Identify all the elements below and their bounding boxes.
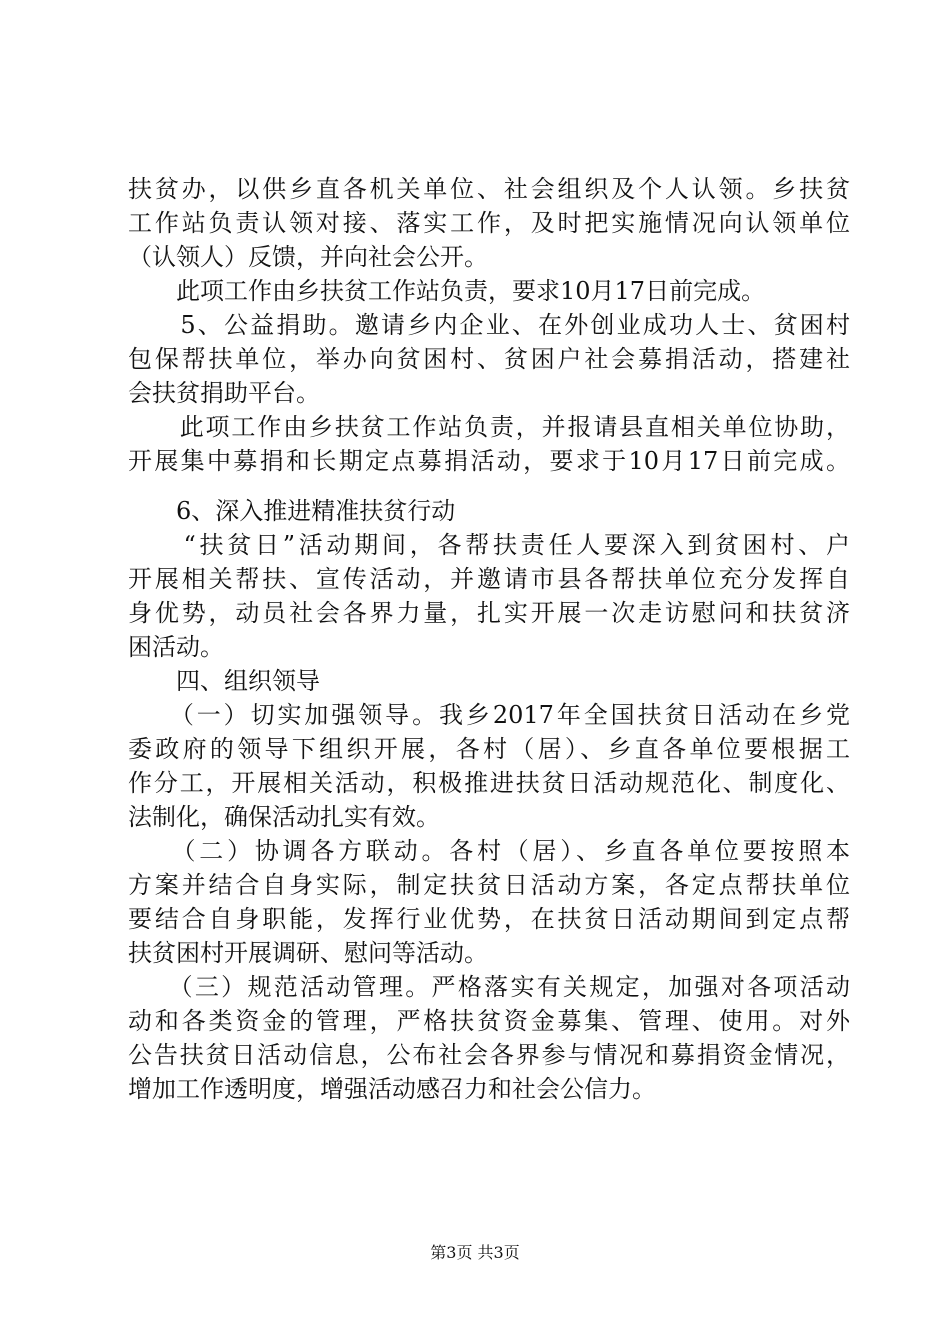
text-line: 身优势，动员社会各界力量，扎实开展一次走访慰问和扶贫济 bbox=[128, 599, 850, 627]
text-line: 动和各类资金的管理，严格扶贫资金募集、管理、使用。对外 bbox=[128, 1007, 850, 1035]
text-line: 此项工作由乡扶贫工作站负责，并报请县直相关单位协助， bbox=[128, 413, 850, 441]
text-line: 困活动。 bbox=[128, 633, 224, 661]
text-line: （三）规范活动管理。严格落实有关规定，加强对各项活动 bbox=[128, 973, 850, 1001]
text-line: 开展集中募捐和长期定点募捐活动，要求于10月17日前完成。 bbox=[128, 447, 850, 475]
text-line: （认领人）反馈，并向社会公开。 bbox=[128, 243, 488, 271]
text-line: （一）切实加强领导。我乡2017年全国扶贫日活动在乡党 bbox=[128, 701, 850, 729]
text-line: 5、公益捐助。邀请乡内企业、在外创业成功人士、贫困村 bbox=[128, 311, 850, 339]
page-number-footer: 第3页 共3页 bbox=[430, 1243, 520, 1262]
section-heading: 6、深入推进精准扶贫行动 bbox=[128, 497, 456, 525]
text-line: 委政府的领导下组织开展，各村（居）、乡直各单位要根据工 bbox=[128, 735, 850, 763]
text-line: 此项工作由乡扶贫工作站负责，要求10月17日前完成。 bbox=[128, 277, 766, 305]
text-line: 扶贫办，以供乡直各机关单位、社会组织及个人认领。乡扶贫 bbox=[128, 175, 850, 203]
text-line: “扶贫日”活动期间，各帮扶责任人要深入到贫困村、户 bbox=[128, 531, 850, 559]
section-heading: 四、组织领导 bbox=[128, 667, 320, 695]
text-line: 包保帮扶单位，举办向贫困村、贫困户社会募捐活动，搭建社 bbox=[128, 345, 850, 373]
text-line: 法制化，确保活动扎实有效。 bbox=[128, 803, 440, 831]
text-line: 要结合自身职能，发挥行业优势，在扶贫日活动期间到定点帮 bbox=[128, 905, 850, 933]
text-line: 扶贫困村开展调研、慰问等活动。 bbox=[128, 939, 488, 967]
text-line: 会扶贫捐助平台。 bbox=[128, 379, 320, 407]
text-line: 增加工作透明度，增强活动感召力和社会公信力。 bbox=[128, 1075, 656, 1103]
text-line: 工作站负责认领对接、落实工作，及时把实施情况向认领单位 bbox=[128, 209, 850, 237]
text-line: 公告扶贫日活动信息，公布社会各界参与情况和募捐资金情况， bbox=[128, 1041, 850, 1069]
text-line: 开展相关帮扶、宣传活动，并邀请市县各帮扶单位充分发挥自 bbox=[128, 565, 850, 593]
text-line: （二）协调各方联动。各村（居）、乡直各单位要按照本 bbox=[128, 837, 850, 865]
text-line: 作分工，开展相关活动，积极推进扶贫日活动规范化、制度化、 bbox=[128, 769, 850, 797]
text-line: 方案并结合自身实际，制定扶贫日活动方案，各定点帮扶单位 bbox=[128, 871, 850, 899]
